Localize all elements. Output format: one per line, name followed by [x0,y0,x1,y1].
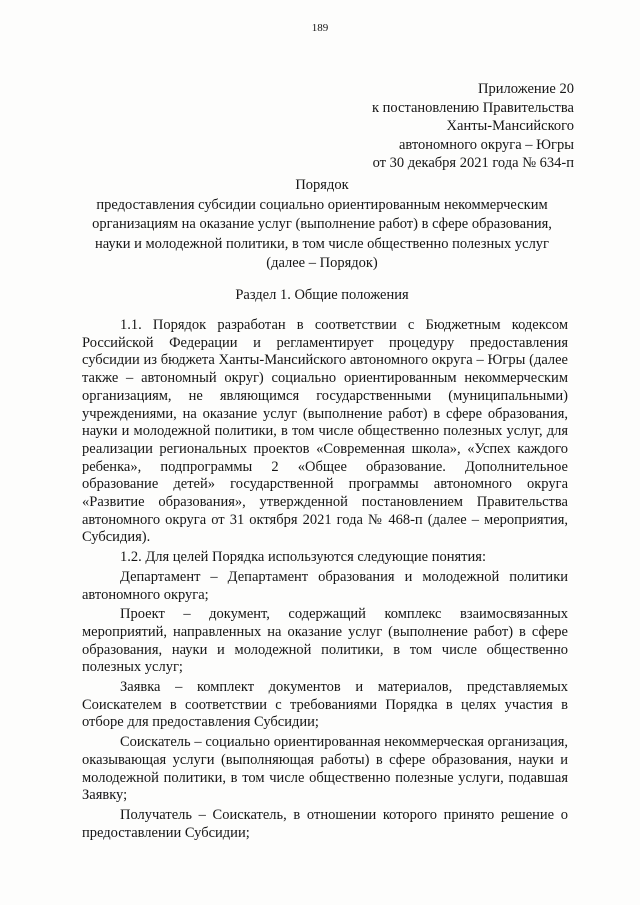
document-title [72,176,572,274]
definition-applicant: Соискатель – социально ориентированная некоммерческая организация, оказывающая услуги (выполняющая работы) в сфере образования, науки и молодежной политики, в том числе общественно полезные услуги, подавшая Заявку; [82,734,568,804]
title-line: науки и молодежной политики, в том числе общественно полезных услуг [94,235,550,252]
appendix-line: к постановлению Правительства [372,99,574,116]
appendix-line: Приложение 20 [478,81,574,97]
title-heading: Порядок [295,177,349,193]
section-title: Раздел 1. Общие положения [235,287,409,303]
appendix-line: автономного округа – Югры [398,136,574,153]
title-line: (далее – Порядок) [266,255,378,271]
page-number: 189 [311,22,329,34]
title-line: организациям на оказание услуг (выполнение работ) в сфере образования, [92,216,552,232]
appendix-header [372,80,574,173]
paragraph-1-1: 1.1. Порядок разработан в соответствии с Бюджетным кодексом Российской Федерации и регламентирует процедуру предоставления субсидии из бюджета Ханты-Мансийского автономного округа – Югры (далее также – автономный округ) социально ориентированным некоммерческим организациям, не являющимся государственными (муниципальными) учреждениями, на оказание услуг (выполнение работ) в сфере образования, науки и молодежной политики, в том числе общественно полезных услуг, для реализации региональных проектов «Современная школа», «Успех каждого ребенка», подпрограммы 2 «Общее образование. Дополнительное образование детей» государственной программы автономного округа «Развитие образования», утвержденной постановлением Правительства автономного округа от 31 октября 2021 года № 468-п (далее – мероприятия, Субсидия). [82,317,568,546]
appendix-line: Ханты-Мансийского [446,118,574,135]
definition-application: Заявка – комплект документов и материалов, представляемых Соискателем в соответствии с требованиями Порядка в целях участия в отборе для предоставления Субсидии; [82,679,568,731]
title-line: предоставления субсидии социально ориентированным некоммерческим [96,196,548,213]
definition-project: Проект – документ, содержащий комплекс взаимосвязанных мероприятий, направленных на оказание услуг (выполнение работ) в сфере образования, науки и молодежной политики, в том числе общественно полезных услуг; [82,606,568,676]
appendix-line: от 30 декабря 2021 года № 634-п [372,155,574,172]
document-body [82,317,568,842]
definition-recipient: Получатель – Соискатель, в отношении которого принято решение о предоставлении Субсидии; [82,806,568,841]
definition-department: Департамент – Департамент образования и молодежной политики автономного округа; [82,568,568,603]
paragraph-1-2: 1.2. Для целей Порядка используются следующие понятия: [120,549,486,566]
